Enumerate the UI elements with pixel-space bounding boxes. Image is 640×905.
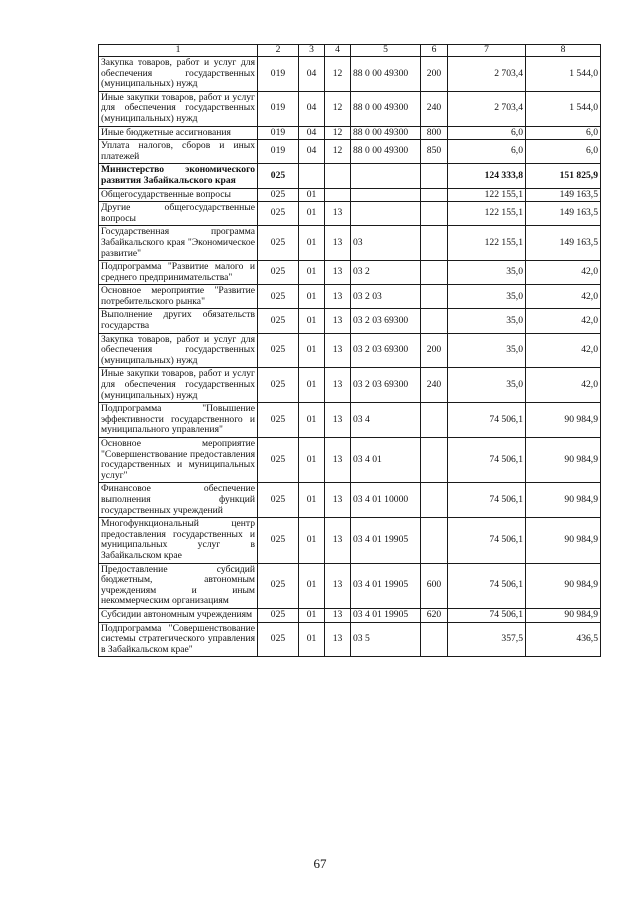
table-row: [99, 202, 601, 226]
row-name-cell: Подпрограмма "Совершенствование системы стратегического управления в Забайкальском крае": [99, 622, 258, 657]
row-ministry-code: 025: [258, 368, 299, 403]
row-amount-year-2: 149 163,5: [526, 226, 601, 261]
row-ministry-code: 025: [258, 164, 299, 188]
row-subsection: 13: [325, 285, 351, 309]
row-section: 01: [299, 518, 325, 563]
row-amount-year-2: 42,0: [526, 285, 601, 309]
row-amount-year-2: 436,5: [526, 622, 601, 657]
table-row: [99, 261, 601, 285]
row-amount-year-1: 357,5: [448, 622, 526, 657]
page-number: 67: [313, 856, 327, 871]
row-expense-type: 240: [421, 91, 448, 126]
row-amount-year-2: 1 544,0: [526, 57, 601, 92]
row-ministry-code: 025: [258, 438, 299, 483]
header-cell: 5: [351, 45, 421, 57]
row-target-article: 03 4 01 19905: [351, 563, 421, 608]
row-expense-type: 240: [421, 368, 448, 403]
row-name-cell: Основное мероприятие "Развитие потребительского рынка": [99, 285, 258, 309]
row-amount-year-1: 2 703,4: [448, 57, 526, 92]
row-amount-year-2: 149 163,5: [526, 202, 601, 226]
header-cell: 4: [325, 45, 351, 57]
budget-table: [98, 44, 601, 657]
row-expense-type: [421, 518, 448, 563]
header-cell: 8: [526, 45, 601, 57]
row-section: [299, 164, 325, 188]
table-row: [99, 438, 601, 483]
row-expense-type: 600: [421, 563, 448, 608]
row-amount-year-2: 90 984,9: [526, 483, 601, 518]
row-name-cell: Иные бюджетные ассигнования: [99, 126, 258, 140]
row-section: 01: [299, 333, 325, 368]
row-section: 04: [299, 57, 325, 92]
row-target-article: 03 4 01 10000: [351, 483, 421, 518]
row-target-article: [351, 188, 421, 202]
row-target-article: 03 4: [351, 403, 421, 438]
row-amount-year-2: 42,0: [526, 309, 601, 333]
row-section: 01: [299, 261, 325, 285]
row-target-article: 03 4 01: [351, 438, 421, 483]
table-row: [99, 333, 601, 368]
row-subsection: 13: [325, 563, 351, 608]
row-name-cell: Предоставление субсидий бюджетным, автономным учреждениям и иным некоммерческим организациям: [99, 563, 258, 608]
row-name-cell: Субсидии автономным учреждениям: [99, 608, 258, 622]
row-amount-year-2: 149 163,5: [526, 188, 601, 202]
row-ministry-code: 025: [258, 403, 299, 438]
row-ministry-code: 025: [258, 261, 299, 285]
row-ministry-code: 019: [258, 91, 299, 126]
row-amount-year-2: 42,0: [526, 368, 601, 403]
row-section: 01: [299, 285, 325, 309]
row-section: 01: [299, 438, 325, 483]
row-name-cell: Подпрограмма "Повышение эффективности государственного и муниципального управления": [99, 403, 258, 438]
row-name-cell: Иные закупки товаров, работ и услуг для обеспечения государственных (муниципальных) нужд: [99, 368, 258, 403]
row-ministry-code: 025: [258, 622, 299, 657]
table-row: [99, 91, 601, 126]
row-expense-type: [421, 309, 448, 333]
row-expense-type: [421, 261, 448, 285]
row-amount-year-2: 90 984,9: [526, 403, 601, 438]
row-amount-year-1: 74 506,1: [448, 518, 526, 563]
row-amount-year-2: 42,0: [526, 261, 601, 285]
table-row: [99, 608, 601, 622]
table-row: [99, 309, 601, 333]
row-amount-year-1: 35,0: [448, 368, 526, 403]
row-target-article: 03 2 03 69300: [351, 333, 421, 368]
header-cell: 7: [448, 45, 526, 57]
row-ministry-code: 019: [258, 140, 299, 164]
row-ministry-code: 025: [258, 608, 299, 622]
row-section: 01: [299, 368, 325, 403]
row-ministry-code: 025: [258, 483, 299, 518]
row-target-article: 88 0 00 49300: [351, 140, 421, 164]
row-amount-year-1: 122 155,1: [448, 188, 526, 202]
table-row: [99, 140, 601, 164]
row-amount-year-1: 35,0: [448, 261, 526, 285]
row-section: 01: [299, 403, 325, 438]
row-name-cell: Уплата налогов, сборов и иных платежей: [99, 140, 258, 164]
row-amount-year-1: 74 506,1: [448, 483, 526, 518]
table-row: [99, 518, 601, 563]
row-ministry-code: 025: [258, 188, 299, 202]
row-amount-year-2: 6,0: [526, 126, 601, 140]
row-target-article: 88 0 00 49300: [351, 126, 421, 140]
row-target-article: [351, 164, 421, 188]
row-amount-year-1: 74 506,1: [448, 438, 526, 483]
row-target-article: 03 2 03 69300: [351, 309, 421, 333]
row-expense-type: 200: [421, 333, 448, 368]
table-row: [99, 164, 601, 188]
row-section: 01: [299, 608, 325, 622]
row-subsection: [325, 164, 351, 188]
row-ministry-code: 025: [258, 333, 299, 368]
row-subsection: 13: [325, 518, 351, 563]
row-amount-year-2: 90 984,9: [526, 608, 601, 622]
row-amount-year-2: 1 544,0: [526, 91, 601, 126]
row-name-cell: Многофункциональный центр предоставления государственных и муниципальных услуг в Забайкальском крае: [99, 518, 258, 563]
row-amount-year-1: 35,0: [448, 285, 526, 309]
row-name-cell: Подпрограмма "Развитие малого и среднего предпринимательства": [99, 261, 258, 285]
row-section: 01: [299, 622, 325, 657]
row-expense-type: [421, 438, 448, 483]
row-subsection: 13: [325, 309, 351, 333]
row-expense-type: 850: [421, 140, 448, 164]
row-name-cell: Общегосударственные вопросы: [99, 188, 258, 202]
header-row: [99, 45, 601, 57]
row-section: 01: [299, 226, 325, 261]
row-amount-year-1: 122 155,1: [448, 202, 526, 226]
table-row: [99, 368, 601, 403]
row-ministry-code: 025: [258, 563, 299, 608]
row-expense-type: 800: [421, 126, 448, 140]
row-section: 01: [299, 202, 325, 226]
table-row: [99, 285, 601, 309]
row-amount-year-2: 6,0: [526, 140, 601, 164]
row-subsection: 12: [325, 140, 351, 164]
row-section: 04: [299, 140, 325, 164]
row-subsection: 13: [325, 403, 351, 438]
header-cell: 3: [299, 45, 325, 57]
row-ministry-code: 025: [258, 518, 299, 563]
row-section: 01: [299, 483, 325, 518]
row-target-article: 88 0 00 49300: [351, 91, 421, 126]
header-cell: 2: [258, 45, 299, 57]
row-subsection: 13: [325, 226, 351, 261]
table-row: [99, 57, 601, 92]
row-target-article: 03 4 01 19905: [351, 608, 421, 622]
row-section: 04: [299, 126, 325, 140]
row-amount-year-1: 74 506,1: [448, 608, 526, 622]
row-target-article: 03: [351, 226, 421, 261]
row-subsection: 12: [325, 126, 351, 140]
row-ministry-code: 025: [258, 202, 299, 226]
row-name-cell: Закупка товаров, работ и услуг для обеспечения государственных (муниципальных) нужд: [99, 57, 258, 92]
header-cell: 1: [99, 45, 258, 57]
row-section: 01: [299, 188, 325, 202]
row-expense-type: 200: [421, 57, 448, 92]
row-amount-year-1: 2 703,4: [448, 91, 526, 126]
table-row: [99, 622, 601, 657]
row-ministry-code: 025: [258, 309, 299, 333]
row-subsection: 13: [325, 438, 351, 483]
row-name-cell: Финансовое обеспечение выполнения функций государственных учреждений: [99, 483, 258, 518]
row-amount-year-1: 74 506,1: [448, 403, 526, 438]
row-section: 01: [299, 309, 325, 333]
row-expense-type: 620: [421, 608, 448, 622]
table-row: [99, 226, 601, 261]
row-ministry-code: 019: [258, 126, 299, 140]
row-section: 01: [299, 563, 325, 608]
row-name-cell: Иные закупки товаров, работ и услуг для обеспечения государственных (муниципальных) нужд: [99, 91, 258, 126]
row-name-cell: Государственная программа Забайкальского края "Экономическое развитие": [99, 226, 258, 261]
row-target-article: [351, 202, 421, 226]
row-target-article: 03 2 03 69300: [351, 368, 421, 403]
row-amount-year-2: 90 984,9: [526, 438, 601, 483]
row-subsection: 13: [325, 202, 351, 226]
row-subsection: [325, 188, 351, 202]
row-expense-type: [421, 622, 448, 657]
row-ministry-code: 019: [258, 57, 299, 92]
row-subsection: 12: [325, 91, 351, 126]
row-name-cell: Закупка товаров, работ и услуг для обеспечения государственных (муниципальных) нужд: [99, 333, 258, 368]
table-body: [99, 57, 601, 657]
table-row: [99, 483, 601, 518]
row-expense-type: [421, 164, 448, 188]
row-amount-year-1: 35,0: [448, 309, 526, 333]
row-subsection: 13: [325, 483, 351, 518]
row-name-cell: Основное мероприятие "Совершенствование предоставления государственных и муниципальных услуг": [99, 438, 258, 483]
row-section: 04: [299, 91, 325, 126]
row-expense-type: [421, 188, 448, 202]
row-amount-year-2: 90 984,9: [526, 563, 601, 608]
row-amount-year-1: 6,0: [448, 140, 526, 164]
row-name-cell: Выполнение других обязательств государства: [99, 309, 258, 333]
row-expense-type: [421, 403, 448, 438]
row-amount-year-1: 6,0: [448, 126, 526, 140]
row-subsection: 13: [325, 368, 351, 403]
row-expense-type: [421, 285, 448, 309]
row-amount-year-1: 124 333,8: [448, 164, 526, 188]
table-row: [99, 563, 601, 608]
row-amount-year-2: 151 825,9: [526, 164, 601, 188]
row-expense-type: [421, 226, 448, 261]
row-target-article: 88 0 00 49300: [351, 57, 421, 92]
table-row: [99, 188, 601, 202]
row-subsection: 13: [325, 622, 351, 657]
row-subsection: 13: [325, 608, 351, 622]
row-amount-year-1: 122 155,1: [448, 226, 526, 261]
row-subsection: 13: [325, 333, 351, 368]
row-amount-year-1: 74 506,1: [448, 563, 526, 608]
row-amount-year-2: 42,0: [526, 333, 601, 368]
row-target-article: 03 2 03: [351, 285, 421, 309]
row-subsection: 12: [325, 57, 351, 92]
row-expense-type: [421, 202, 448, 226]
row-target-article: 03 5: [351, 622, 421, 657]
table-row: [99, 126, 601, 140]
row-target-article: 03 4 01 19905: [351, 518, 421, 563]
row-amount-year-2: 90 984,9: [526, 518, 601, 563]
row-name-cell: Министерство экономического развития Забайкальского края: [99, 164, 258, 188]
row-expense-type: [421, 483, 448, 518]
row-amount-year-1: 35,0: [448, 333, 526, 368]
row-target-article: 03 2: [351, 261, 421, 285]
header-cell: 6: [421, 45, 448, 57]
table-row: [99, 403, 601, 438]
row-ministry-code: 025: [258, 226, 299, 261]
row-ministry-code: 025: [258, 285, 299, 309]
row-subsection: 13: [325, 261, 351, 285]
row-name-cell: Другие общегосударственные вопросы: [99, 202, 258, 226]
